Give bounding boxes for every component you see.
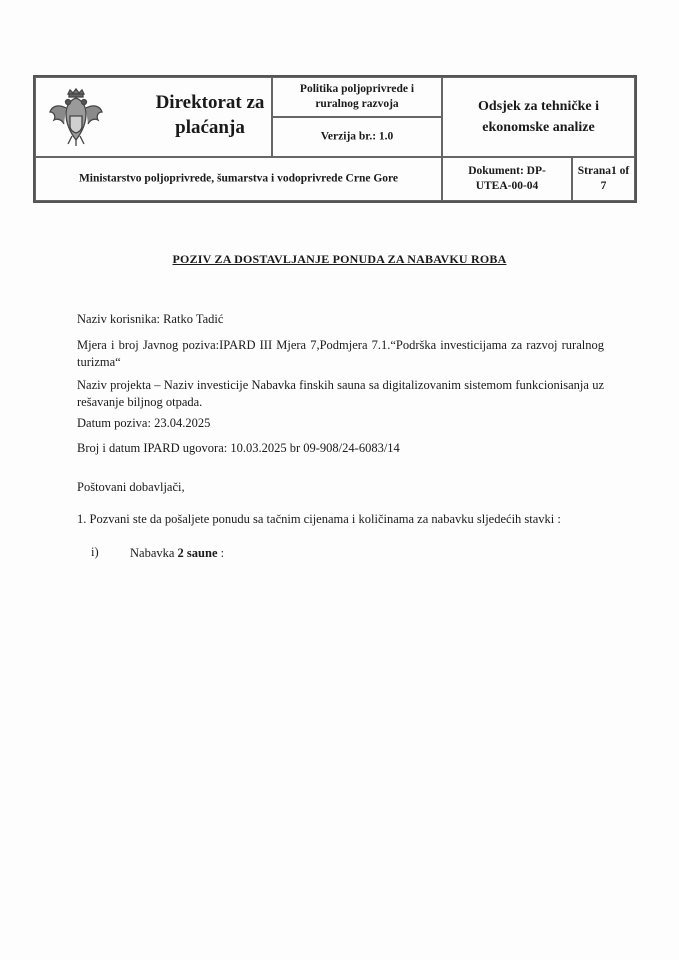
- subitem-suffix: :: [217, 546, 225, 560]
- page-title: POZIV ZA DOSTAVLJANJE PONUDA ZA NABAVKU ROBA: [172, 252, 507, 266]
- header-directorate-title: Direktorat za plaćanja: [155, 92, 265, 138]
- subitem-marker: i): [91, 545, 99, 559]
- subitem-prefix: Nabavka: [130, 546, 178, 560]
- date-field: Datum poziva: 23.04.2025: [77, 416, 211, 430]
- header-department-text: Odsjek za tehničke i ekonomske analize: [478, 99, 599, 135]
- project-field: Naziv projekta – Naziv investicije Nabavka finskih sauna sa digitalizovanim sistemom funkcionisanja uz rešavanje biljnog otpada.: [77, 378, 604, 409]
- header-page-text: Strana1 of 7: [577, 165, 630, 192]
- header-department-cell: [442, 77, 635, 157]
- header-version-cell: [272, 117, 442, 157]
- subitem-text: [130, 545, 430, 562]
- header-ministry-cell: [35, 157, 442, 201]
- header-document-cell: [442, 157, 572, 201]
- beneficiary-field: Naziv korisnika: Ratko Tadić: [77, 312, 224, 326]
- header-table: [33, 75, 637, 203]
- header-page-cell: [572, 157, 635, 201]
- montenegro-coat-of-arms-icon: [44, 86, 108, 150]
- header-version-text: Verzija br.: 1.0: [320, 130, 394, 143]
- greeting: Poštovani dobavljači,: [77, 480, 185, 494]
- header-logo-cell: [35, 77, 272, 157]
- contract-field: Broj i datum IPARD ugovora: 10.03.2025 br 09-908/24-6083/14: [77, 441, 400, 455]
- header-ministry-text: Ministarstvo poljoprivrede, šumarstva i vodoprivrede Crne Gore: [78, 172, 399, 185]
- subitem-bold: 2 saune: [177, 546, 218, 560]
- header-policy-cell: [272, 77, 442, 117]
- header-document-text: Dokument: DP-UTEA-00-04: [468, 165, 546, 192]
- list-item-1: 1. Pozvani ste da pošaljete ponudu sa tačnim cijenama i količinama za nabavku sljedećih stavki :: [77, 512, 561, 526]
- header-policy-text: Politika poljoprivrede i ruralnog razvoja: [299, 83, 415, 110]
- measure-field: Mjera i broj Javnog poziva:IPARD III Mjera 7,Podmjera 7.1.“Podrška investicijama za razvoj ruralnog turizma“: [77, 338, 604, 369]
